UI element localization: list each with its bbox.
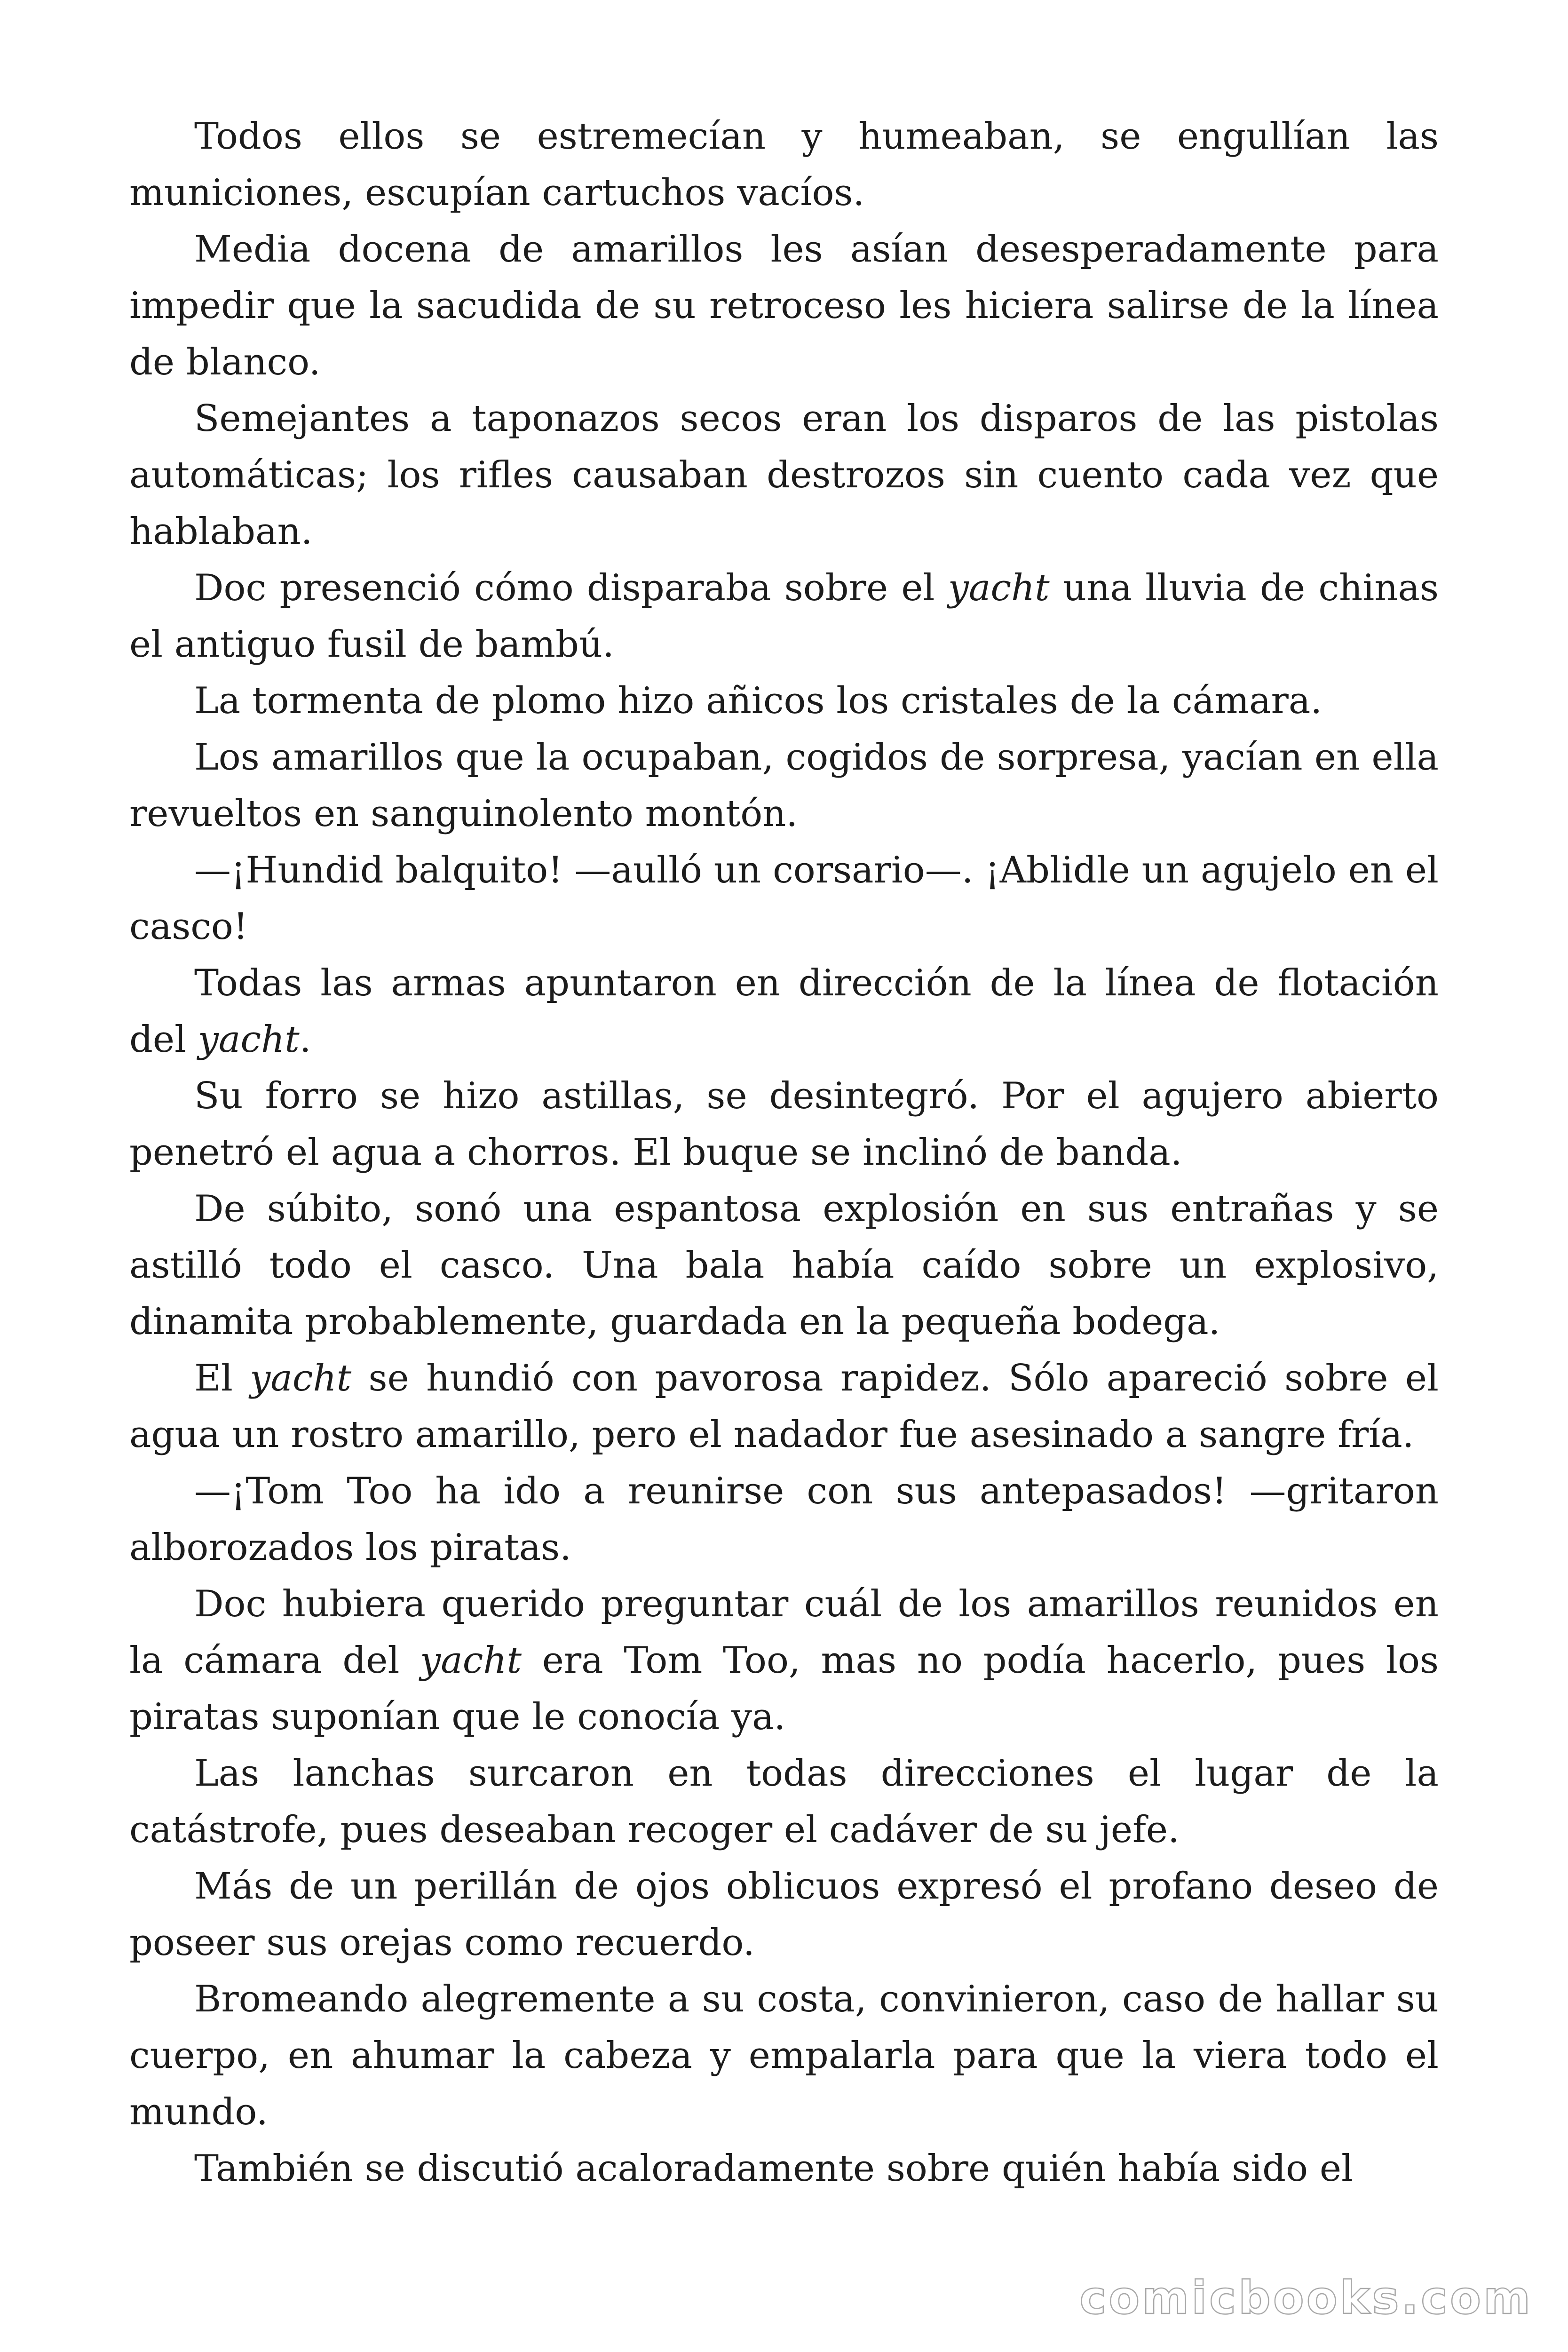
- text-run: El: [194, 1357, 250, 1399]
- paragraph: [129, 1463, 1439, 1576]
- text-run: De súbito, sonó una espantosa explosión en sus entrañas y se astilló todo el casco. Una bala había caído sobre un explosivo, dinamita probablemente, guardada en la pequeña bodega.: [129, 1188, 1439, 1343]
- paragraph: [129, 390, 1439, 560]
- paragraph: [129, 560, 1439, 673]
- text-run: Los amarillos que la ocupaban, cogidos de sorpresa, yacían en ella revueltos en sanguinolento montón.: [129, 736, 1439, 835]
- paragraph: [129, 2140, 1439, 2197]
- paragraph: [129, 1181, 1439, 1350]
- paragraph: [129, 1576, 1439, 1745]
- text-run: era Tom Too, mas no podía hacerlo, pues los piratas suponían que le conocía ya.: [129, 1639, 1439, 1738]
- text-run: Todas las armas apuntaron en dirección de la línea de flotación del: [129, 962, 1439, 1061]
- text-run: Media docena de amarillos les asían desesperadamente para impedir que la sacudida de su retroceso les hiciera salirse de la línea de blanco.: [129, 228, 1439, 383]
- paragraph: [129, 1971, 1439, 2140]
- paragraph: [129, 108, 1439, 221]
- text-run: —¡Tom Too ha ido a reunirse con sus antepasados! —gritaron alborozados los piratas.: [129, 1470, 1439, 1569]
- paragraph: [129, 221, 1439, 390]
- text-run: —¡Hundid balquito! —aulló un corsario—. ¡Ablidle un agujelo en el casco!: [129, 849, 1439, 948]
- text-run: Todos ellos se estremecían y humeaban, se engullían las municiones, escupían cartuchos vacíos.: [129, 115, 1439, 214]
- text-run: Doc presenció cómo disparaba sobre el: [194, 567, 948, 609]
- paragraph: [129, 1068, 1439, 1181]
- italic-text: yacht: [420, 1639, 522, 1682]
- text-run: Más de un perillán de ojos oblicuos expresó el profano deseo de poseer sus orejas como recuerdo.: [129, 1865, 1439, 1964]
- text-run: La tormenta de plomo hizo añicos los cristales de la cámara.: [194, 680, 1323, 722]
- text-run: Semejantes a taponazos secos eran los disparos de las pistolas automáticas; los rifles causaban destrozos sin cuento cada vez que hablaban.: [129, 397, 1439, 553]
- text-run: se hundió con pavorosa rapidez. Sólo apareció sobre el agua un rostro amarillo, pero el nadador fue asesinado a sangre fría.: [129, 1357, 1439, 1456]
- paragraph: [129, 729, 1439, 842]
- italic-text: yacht: [198, 1018, 300, 1061]
- text-run: .: [299, 1018, 311, 1061]
- italic-text: yacht: [948, 567, 1050, 609]
- page-text-body: [129, 108, 1439, 2197]
- italic-text: yacht: [250, 1357, 352, 1399]
- paragraph: [129, 1858, 1439, 1971]
- text-run: Bromeando alegremente a su costa, convinieron, caso de hallar su cuerpo, en ahumar la cabeza y empalarla para que la viera todo el mundo.: [129, 1978, 1439, 2133]
- text-run: Su forro se hizo astillas, se desintegró. Por el agujero abierto penetró el agua a chorros. El buque se inclinó de banda.: [129, 1075, 1439, 1174]
- paragraph: [129, 1350, 1439, 1463]
- paragraph: [129, 673, 1439, 729]
- paragraph: [129, 955, 1439, 1068]
- text-run: Las lanchas surcaron en todas direcciones el lugar de la catástrofe, pues deseaban recoger el cadáver de su jefe.: [129, 1752, 1439, 1851]
- paragraph: [129, 842, 1439, 955]
- text-run: Doc hubiera querido preguntar cuál de los amarillos reunidos en la cámara del: [129, 1583, 1439, 1682]
- text-run: una lluvia de chinas el antiguo fusil de bambú.: [129, 567, 1439, 666]
- text-run: También se discutió acaloradamente sobre quién había sido el: [194, 2147, 1353, 2190]
- watermark-logo: comicbooks.com: [1079, 2272, 1533, 2324]
- paragraph: [129, 1745, 1439, 1858]
